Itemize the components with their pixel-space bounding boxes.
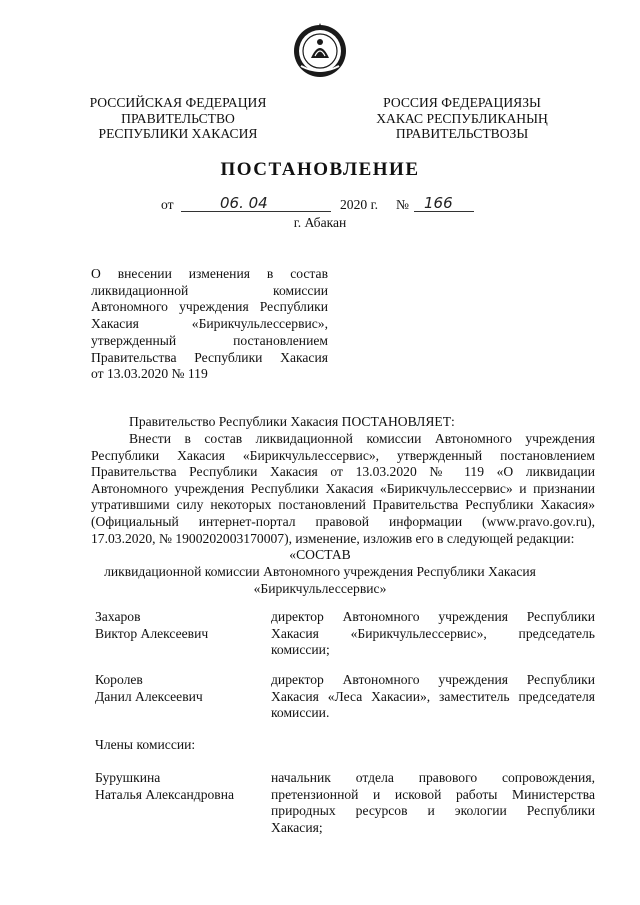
- member-desc-line: начальник отдела правового сопровождения,: [271, 770, 595, 785]
- subject-line: утвержденный постановлением: [91, 332, 328, 348]
- member-given-names: Наталья Александровна: [95, 786, 235, 802]
- subject-line: Автономного учреждения Республики: [91, 299, 328, 315]
- main-line: Республики Хакасия «Бирикчульлессервис», утвержденный постановлением: [91, 447, 595, 463]
- member-surname: Захаров: [95, 609, 141, 624]
- document-title: ПОСТАНОВЛЕНИЕ: [220, 159, 420, 180]
- date-underline: [181, 211, 331, 212]
- main-line: утратившими силу некоторых постановлений Правительства Республики Хакасия»: [91, 497, 595, 513]
- members-section-title: Члены комиссии:: [95, 737, 196, 752]
- member-desc-line: директор Автономного учреждения Республики: [271, 609, 595, 624]
- subject-block: [91, 266, 328, 383]
- member-name-1: [95, 609, 265, 642]
- date-year: 2020 г.: [340, 197, 379, 212]
- date-line: [0, 194, 640, 217]
- member-desc-line: природных ресурсов и экологии Республики: [271, 803, 595, 819]
- member-name-3: [95, 770, 265, 803]
- header-left-line-1: РОССИЙСКАЯ ФЕДЕРАЦИЯ: [89, 95, 267, 110]
- member-desc-line: комиссии;: [271, 642, 330, 658]
- member-desc-2: [271, 672, 595, 722]
- main-paragraph: [91, 431, 595, 547]
- header-left-line-3: РЕСПУБЛИКИ ХАКАСИЯ: [98, 126, 258, 141]
- subject-line: О внесении изменения в состав: [91, 266, 328, 281]
- member-desc-1: [271, 609, 595, 659]
- number-handwritten: 166: [424, 194, 453, 212]
- city-label: г. Абакан: [293, 215, 347, 230]
- subject-line: от 13.03.2020 № 119: [91, 366, 208, 382]
- subject-line: Правительства Республики Хакасия: [91, 349, 328, 365]
- member-desc-line: Хакасия «Бирикчульлессервис», председатель: [271, 625, 595, 641]
- member-desc-line: директор Автономного учреждения Республики: [271, 672, 595, 687]
- sostav-line-3: «Бирикчульлессервис»: [253, 581, 387, 596]
- main-line: 17.03.2020, № 1900202003170007), изменение, изложив его в следующей редакции:: [91, 530, 575, 546]
- number-underline: [414, 211, 474, 212]
- member-surname: Бурушкина: [95, 770, 161, 785]
- date-from-label: от: [161, 197, 174, 212]
- header-left-line-2: ПРАВИТЕЛЬСТВО: [121, 110, 235, 126]
- date-handwritten: 06. 04: [220, 194, 268, 212]
- member-desc-line: Хакасия;: [271, 819, 323, 835]
- subject-line: ликвидационной комиссии: [91, 282, 328, 298]
- sostav-heading: «СОСТАВ: [289, 547, 351, 562]
- header-right-line-3: ПРАВИТЕЛЬСТВОЗЫ: [395, 126, 529, 141]
- header-right-line-1: РОССИЯ ФЕДЕРАЦИЯЗЫ: [383, 95, 541, 110]
- main-line: Автономного учреждения Республики Хакасия «Бирикчульлессервис» и признании: [91, 480, 595, 496]
- coat-of-arms-emblem: [291, 20, 349, 80]
- member-desc-line: претензионной и исковой работы Министерства: [271, 786, 595, 802]
- subject-line: Хакасия «Бирикчульлессервис»,: [91, 316, 328, 332]
- header-right-block: [368, 95, 556, 142]
- main-line: Внести в состав ликвидационной комиссии Автономного учреждения: [129, 431, 595, 446]
- main-line: (Официальный интернет-портал правовой информации (www.pravo.gov.ru),: [91, 513, 595, 529]
- main-line: Правительства Республики Хакасия от 13.03.2020 № 119 «О ликвидации: [91, 464, 595, 480]
- member-desc-line: комиссии.: [271, 705, 330, 721]
- header-right-line-2: ХАКАС РЕСПУБЛИКАНЫҢ: [376, 110, 548, 126]
- number-label: №: [396, 197, 409, 212]
- member-desc-line: Хакасия «Леса Хакасии», заместитель председателя: [271, 688, 595, 704]
- member-name-2: [95, 672, 265, 705]
- header-left-block: [86, 95, 270, 142]
- intro-paragraph: Правительство Республики Хакасия ПОСТАНОВЛЯЕТ:: [129, 414, 455, 429]
- member-surname: Королев: [95, 672, 143, 687]
- sostav-line-2: ликвидационной комиссии Автономного учреждения Республики Хакасия: [104, 564, 536, 579]
- member-desc-3: [271, 770, 595, 836]
- member-given-names: Данил Алексеевич: [95, 688, 203, 704]
- member-given-names: Виктор Алексеевич: [95, 625, 209, 641]
